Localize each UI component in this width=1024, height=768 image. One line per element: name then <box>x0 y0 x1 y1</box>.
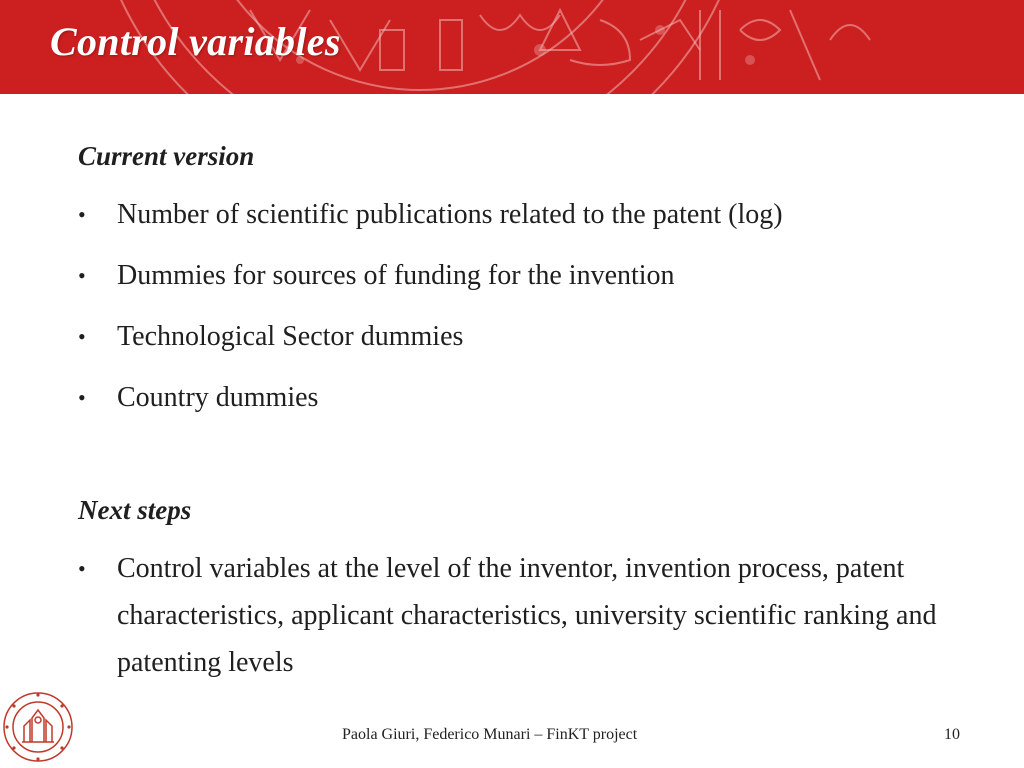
current-version-heading: Current version <box>78 141 255 171</box>
next-steps-list <box>78 545 978 686</box>
bullet-text: Country dummies <box>117 382 319 413</box>
university-seal-icon <box>2 690 74 764</box>
bullet-text: Control variables at the level of the inventor, invention process, patent characteristics, applicant characteristics, university scientific ranking and patenting levels <box>117 553 937 678</box>
list-item <box>78 313 978 361</box>
section-spacer <box>78 422 978 492</box>
list-item <box>78 374 978 422</box>
bullet-text: Dummies for sources of funding for the invention <box>117 260 675 291</box>
bullet-icon: • <box>78 202 86 227</box>
header-banner <box>0 0 1024 94</box>
bullet-icon: • <box>78 556 86 581</box>
bullet-text: Number of scientific publications related to the patent (log) <box>117 199 783 230</box>
bullet-icon: • <box>78 324 86 349</box>
list-item <box>78 252 978 300</box>
list-item <box>78 191 978 239</box>
page-number: 10 <box>944 726 960 743</box>
next-steps-heading: Next steps <box>78 495 192 525</box>
footer-authors: Paola Giuri, Federico Munari – FinKT project <box>342 726 638 743</box>
current-version-list <box>78 191 978 422</box>
bullet-icon: • <box>78 385 86 410</box>
slide-title: Control variables <box>50 19 341 64</box>
list-item <box>78 545 978 686</box>
slide-content <box>78 138 978 686</box>
bullet-icon: • <box>78 263 86 288</box>
bullet-text: Technological Sector dummies <box>117 321 464 352</box>
